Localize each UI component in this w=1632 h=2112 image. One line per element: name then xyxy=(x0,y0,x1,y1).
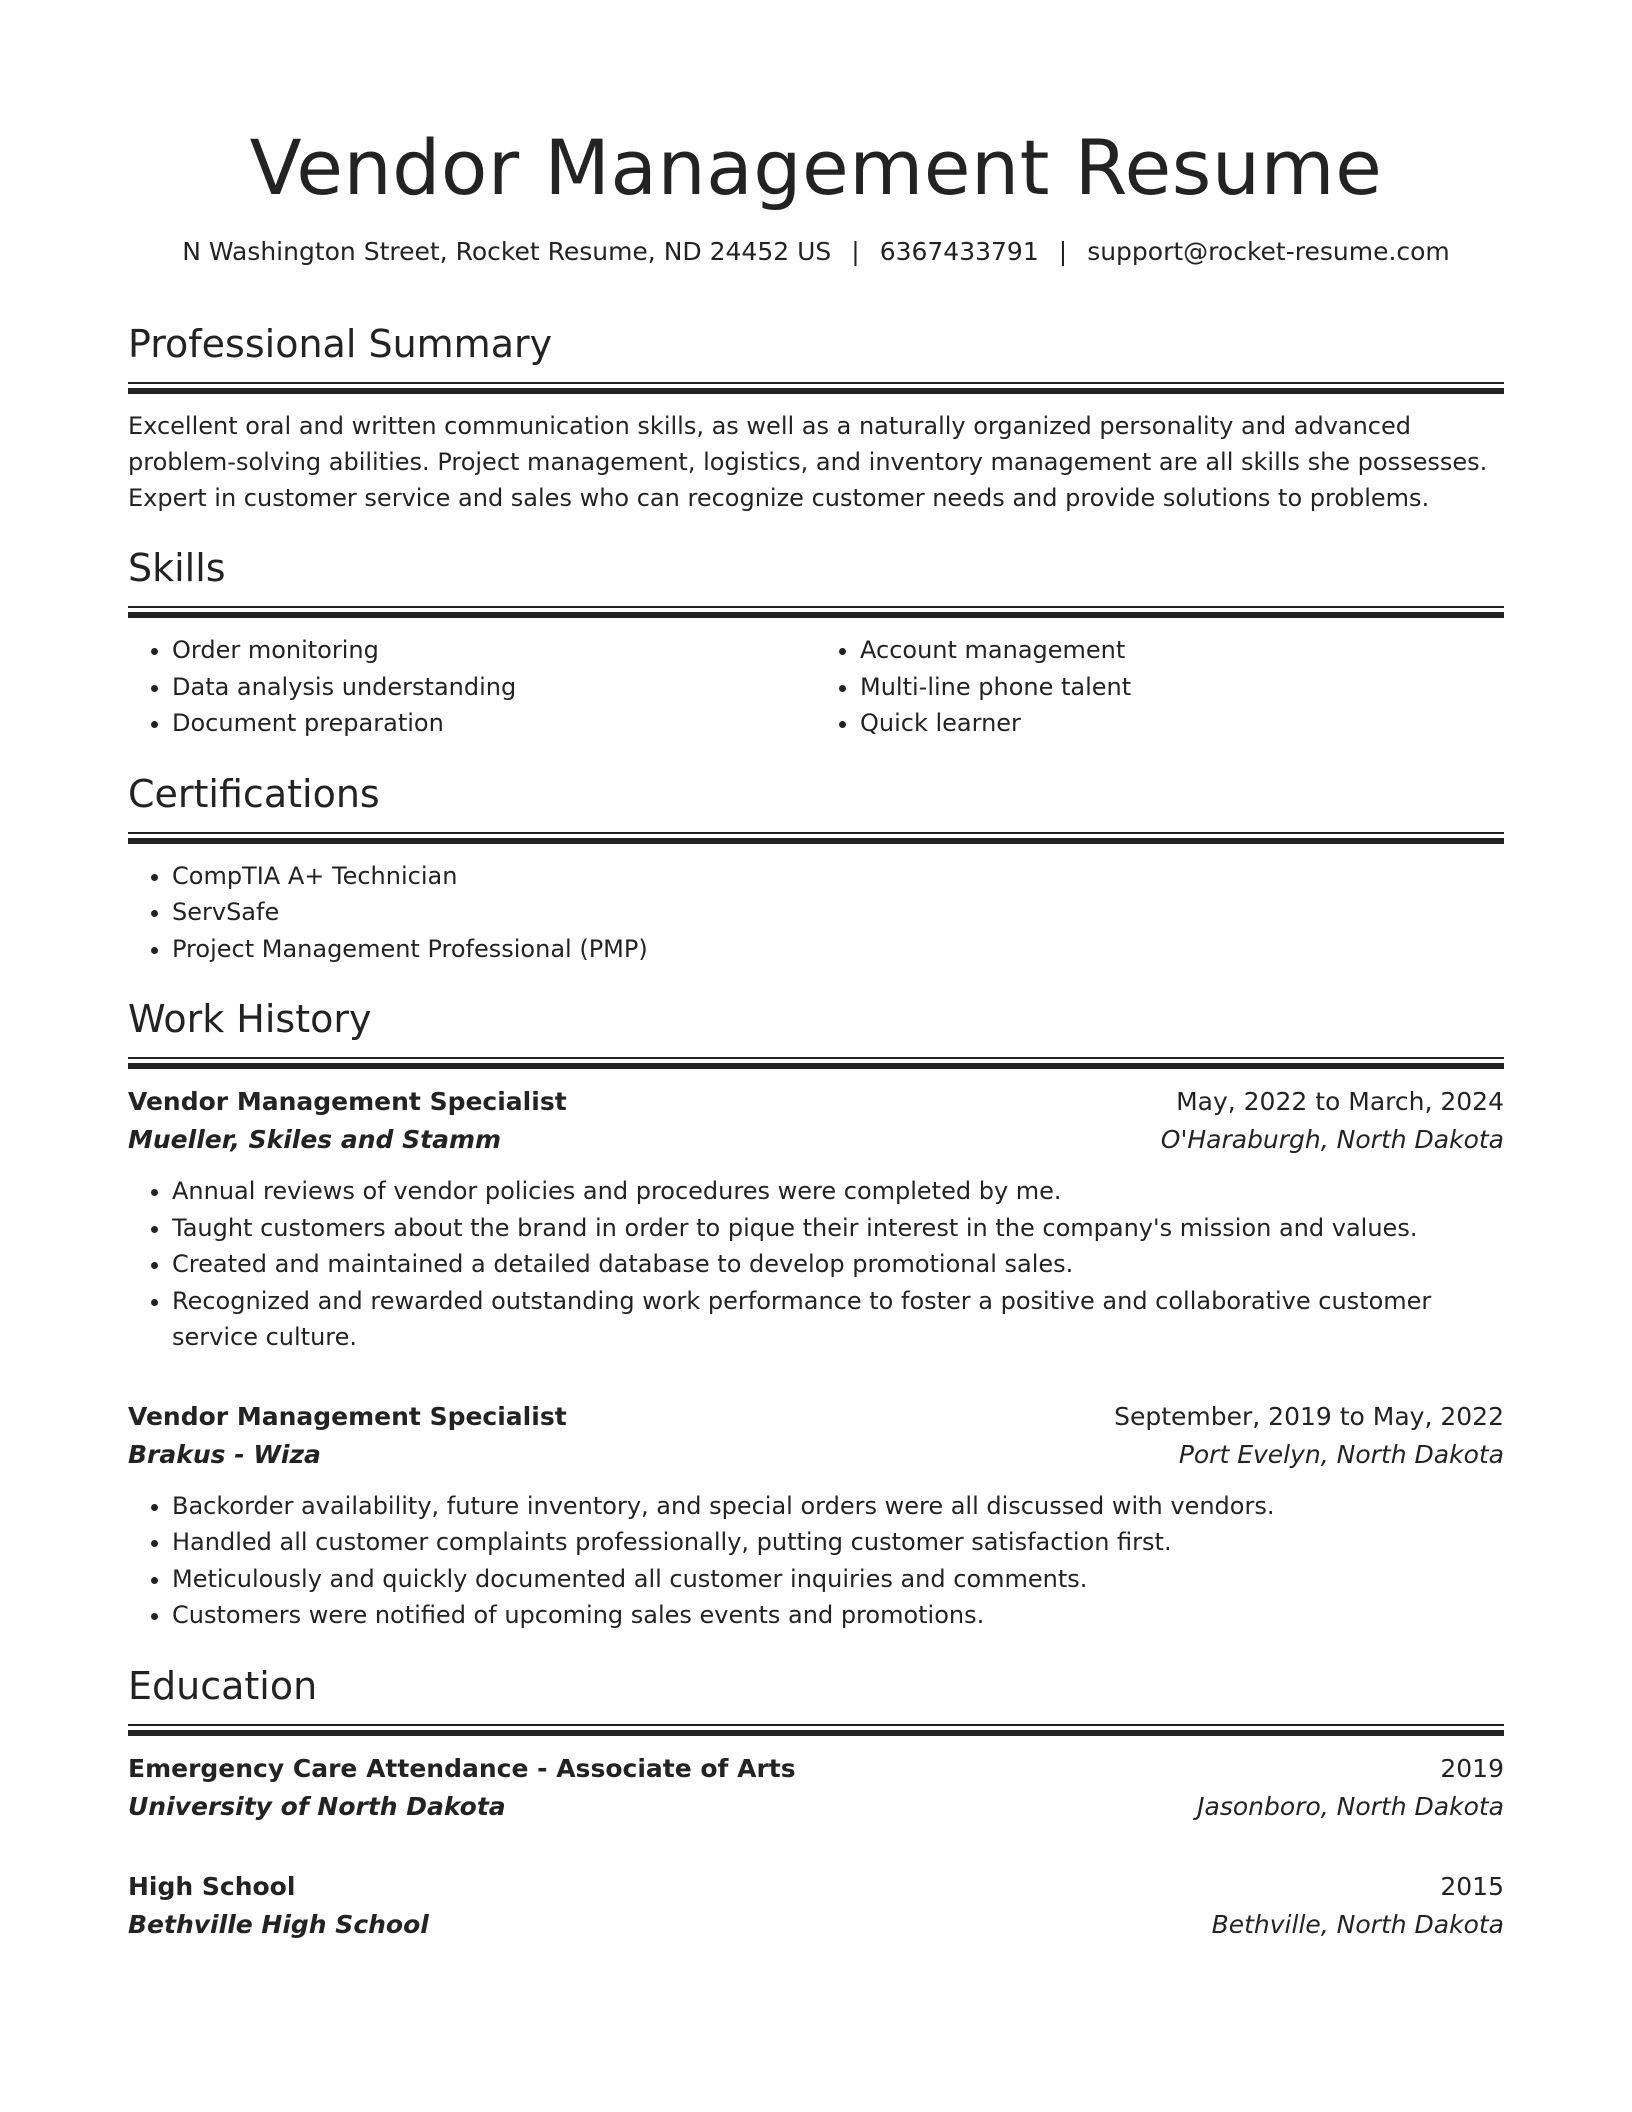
job-bullet: • Taught customers about the brand in order to pique their interest in the company's mission and values. xyxy=(172,1210,1504,1247)
section-title-education: Education xyxy=(128,1663,318,1708)
job-dates: September, 2019 to May, 2022 xyxy=(1114,1401,1504,1431)
section-title-work-history: Work History xyxy=(128,997,372,1041)
email-text: support@rocket-resume.com xyxy=(1087,237,1450,266)
work-history-section xyxy=(128,995,1504,1634)
skill-item: • Order monitoring xyxy=(172,632,816,669)
job-header-row xyxy=(128,1083,1504,1121)
job-title: Vendor Management Specialist xyxy=(128,1401,567,1431)
section-divider xyxy=(128,382,1504,394)
job-bullet: • Annual reviews of vendor policies and procedures were completed by me. xyxy=(172,1173,1504,1210)
certifications-section xyxy=(128,770,1504,968)
job-bullets xyxy=(128,1173,1504,1356)
section-divider xyxy=(128,1724,1504,1736)
skill-item: • Document preparation xyxy=(172,705,816,742)
certification-item: • Project Management Professional (PMP) xyxy=(172,931,1504,968)
section-title-summary: Professional Summary xyxy=(128,322,553,366)
certifications-list xyxy=(128,858,1504,968)
job-location: Port Evelyn, North Dakota xyxy=(1178,1439,1504,1469)
summary-section xyxy=(128,320,1504,516)
skill-item: • Data analysis understanding xyxy=(172,669,816,706)
education-header-row xyxy=(128,1868,1504,1906)
summary-text: Excellent oral and written communication skills, as well as a naturally organized personality and advanced problem-solving abilities. Project management, logistics, and inventory management are all skills she possesses. Expert in customer service and sales who can recognize customer needs and provide solutions to problems. xyxy=(128,412,1488,512)
job-company: Mueller, Skiles and Stamm xyxy=(128,1125,502,1154)
contact-separator: | xyxy=(1058,237,1068,266)
skill-item: • Quick learner xyxy=(860,705,1504,742)
address-text: N Washington Street, Rocket Resume, ND 24452 US xyxy=(182,237,832,266)
section-divider xyxy=(128,1057,1504,1069)
education-year: 2019 xyxy=(1440,1753,1504,1783)
job-bullet: • Meticulously and quickly documented all customer inquiries and comments. xyxy=(172,1561,1504,1598)
education-year: 2015 xyxy=(1440,1871,1504,1901)
job-title: Vendor Management Specialist xyxy=(128,1087,567,1116)
job-subheader-row xyxy=(128,1436,1504,1474)
skills-list-right xyxy=(816,632,1504,742)
job-dates: May, 2022 to March, 2024 xyxy=(1176,1087,1504,1116)
job-bullet: • Recognized and rewarded outstanding work performance to foster a positive and collaborative customer service culture. xyxy=(172,1283,1504,1356)
skills-list-left xyxy=(128,632,816,742)
job-company: Brakus - Wiza xyxy=(128,1439,321,1469)
skills-section xyxy=(128,544,1504,742)
education-school: University of North Dakota xyxy=(128,1791,506,1821)
skill-item: • Multi-line phone talent xyxy=(860,669,1504,706)
job-location: O'Haraburgh, North Dakota xyxy=(1160,1125,1504,1154)
education-location: Bethville, North Dakota xyxy=(1211,1909,1504,1939)
education-degree: Emergency Care Attendance - Associate of Arts xyxy=(128,1753,796,1783)
education-header-row xyxy=(128,1750,1504,1788)
job-header-row xyxy=(128,1398,1504,1436)
section-title-certifications: Certifications xyxy=(128,771,380,816)
job-entry xyxy=(128,1398,1504,1634)
job-bullet: • Customers were notified of upcoming sales events and promotions. xyxy=(172,1597,1504,1634)
education-location: Jasonboro, North Dakota xyxy=(1197,1791,1504,1821)
section-divider xyxy=(128,832,1504,844)
education-school: Bethville High School xyxy=(128,1909,429,1939)
contact-separator: | xyxy=(851,237,860,266)
contact-line xyxy=(128,232,1504,272)
education-degree: High School xyxy=(128,1871,296,1901)
job-bullet: • Handled all customer complaints professionally, putting customer satisfaction first. xyxy=(172,1524,1504,1561)
education-subheader-row xyxy=(128,1906,1504,1944)
education-entry xyxy=(128,1750,1504,1826)
resume-title: Vendor Management Resume xyxy=(249,123,1383,212)
education-entry xyxy=(128,1868,1504,1944)
phone-text: 6367433791 xyxy=(879,237,1039,266)
education-subheader-row xyxy=(128,1788,1504,1826)
section-title-skills: Skills xyxy=(128,546,226,590)
job-bullets xyxy=(128,1488,1504,1634)
certification-item: • CompTIA A+ Technician xyxy=(172,858,1504,895)
section-divider xyxy=(128,606,1504,618)
skill-item: • Account management xyxy=(860,632,1504,669)
job-bullet: • Backorder availability, future inventory, and special orders were all discussed with vendors. xyxy=(172,1488,1504,1525)
skills-grid xyxy=(128,632,1504,742)
job-entry xyxy=(128,1083,1504,1356)
job-bullet: • Created and maintained a detailed database to develop promotional sales. xyxy=(172,1246,1504,1283)
certification-item: • ServSafe xyxy=(172,894,1504,931)
education-section xyxy=(128,1662,1504,1944)
job-subheader-row xyxy=(128,1121,1504,1159)
